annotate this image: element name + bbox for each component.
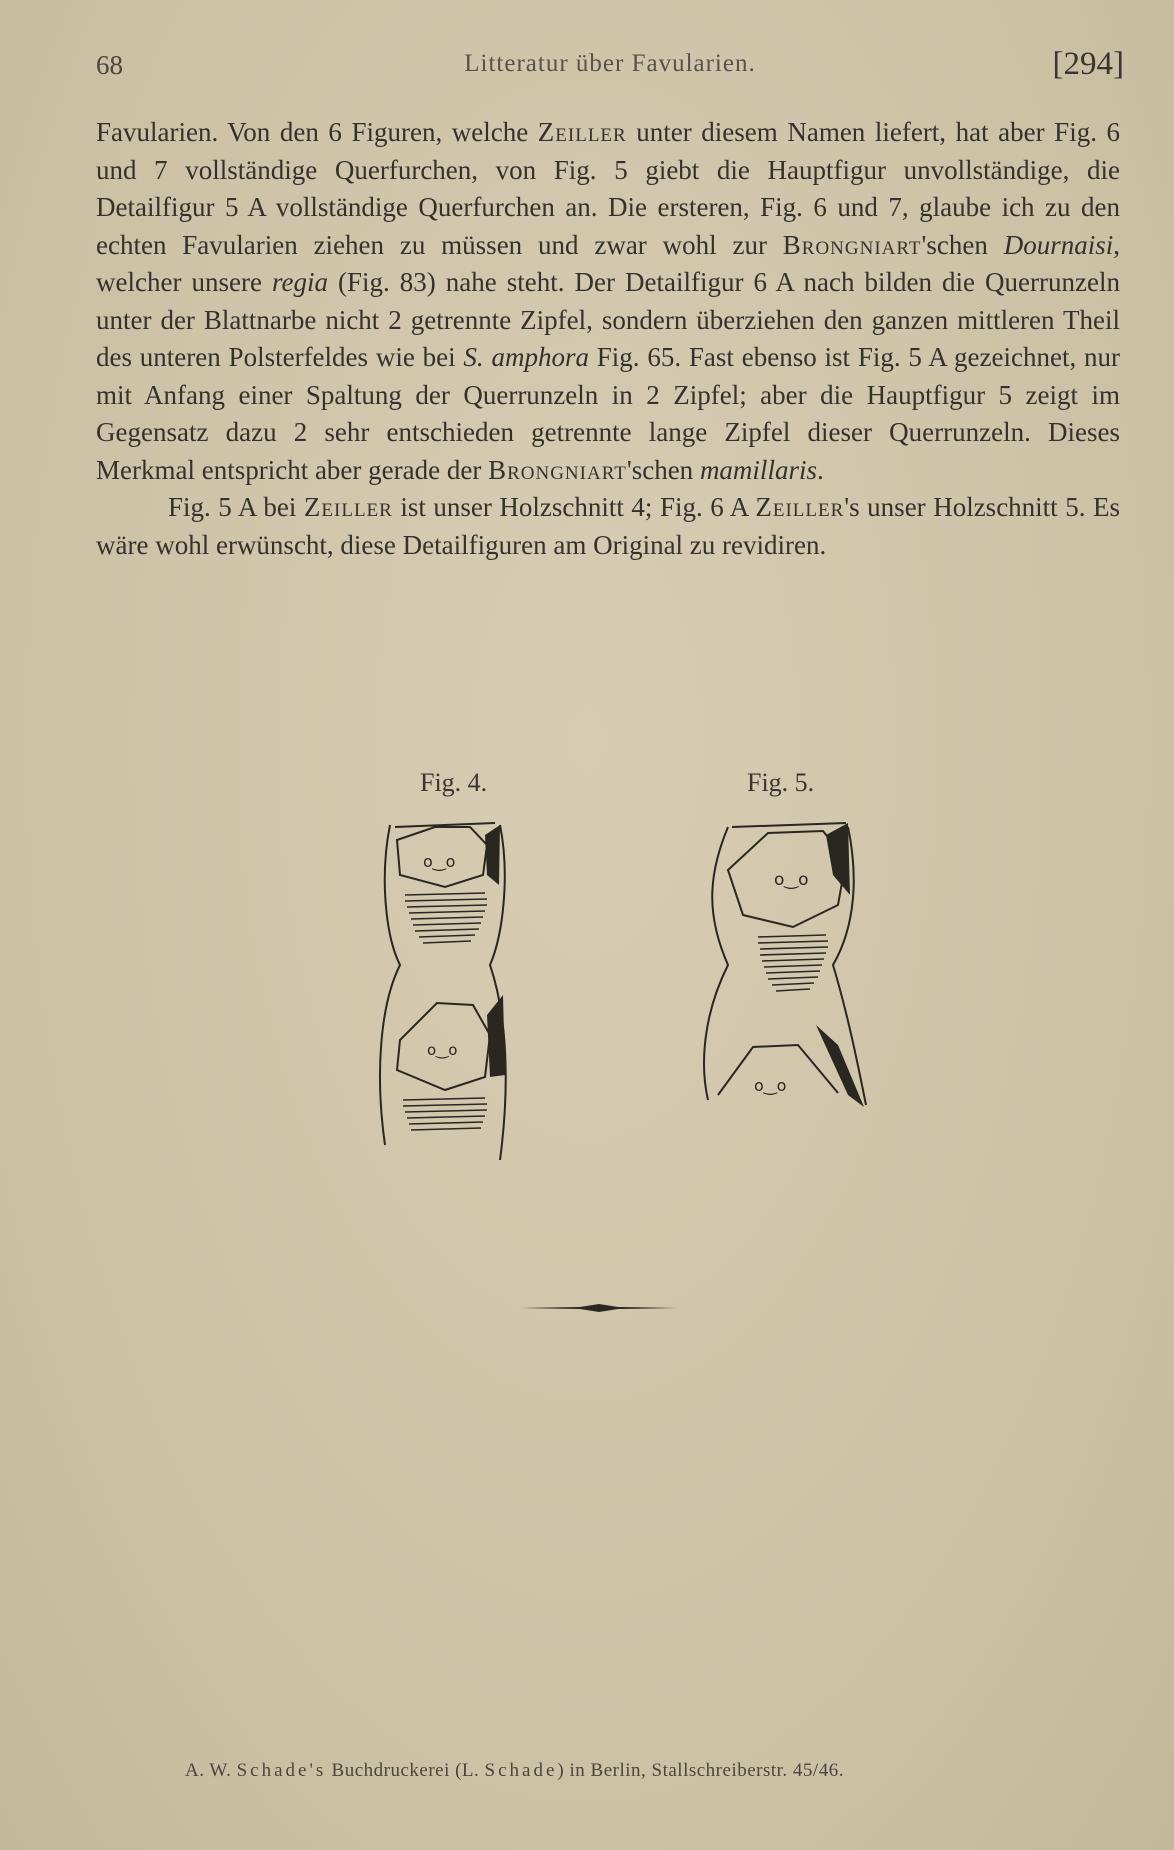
author-name: Zeiller (303, 492, 393, 522)
text-run: , welcher unsere (96, 229, 1120, 297)
scar-mark-upper: o‿o (423, 852, 456, 871)
scar-mark-lower: o‿o (754, 1076, 787, 1095)
end-ornament-rule (520, 1303, 678, 1313)
imprint-text: ) in Berlin, Stallschreiberstr. 45/46. (557, 1760, 844, 1781)
paragraph-2 (96, 489, 1120, 564)
page-number: 68 (96, 50, 123, 80)
body-text (96, 114, 1120, 564)
upper-ridge-hatching (405, 893, 487, 943)
imprint-text: A. W. (185, 1760, 237, 1781)
species-name: Dournaisi (1003, 229, 1114, 260)
imprint-printer-name: Schade (484, 1760, 558, 1781)
author-name: Zeiller (537, 117, 627, 147)
running-header (96, 44, 1124, 94)
text-run: 's unser Holzschnitt 5. Es wäre wohl erwünscht, diese Detailfiguren am Original zu revidiren. (96, 492, 1120, 560)
text-run: Fig. 5 A bei (168, 492, 304, 522)
author-name: Zeiller (755, 492, 845, 522)
text-run: 'schen (626, 454, 700, 485)
text-run: Favularien. Von den 6 Figuren, welche (96, 117, 538, 147)
species-name: S. amphora (463, 342, 589, 372)
paragraph-1 (96, 114, 1120, 489)
text-run: unter diesem Namen liefert, hat aber Fig. 6 und 7 vollständige Querfurchen, von Fig. 5 giebt die Hauptfigur unvollständige, die Detailfigur 5 A vollständige Querfurchen an. Die ersteren, Fig. 6 und 7, glaube ich zu den echten Favularien ziehen zu müssen und zwar wohl zur (96, 117, 1121, 260)
species-name: mamillaris (699, 454, 817, 485)
author-name: Brongniart (488, 454, 627, 485)
text-run: ist unser Holzschnitt 4; Fig. 6 A (392, 492, 756, 522)
text-run: 'schen (921, 229, 1004, 260)
ridge-hatching (758, 935, 828, 991)
bracket-page-number: [294] (1052, 46, 1124, 82)
lower-ridge-hatching (403, 1098, 487, 1130)
figure-5-label: Fig. 5. (747, 768, 815, 797)
text-run: Fig. 65. Fast ebenso ist Fig. 5 A gezeichnet, nur mit Anfang einer Spaltung der Querrunzeln in 2 Zipfel; aber die Hauptfigur 5 zeigt im Gegensatz dazu 2 sehr entschieden getrennte lange Zipfel dieser Querrunzeln. Dieses Merkmal entspricht aber gerade der (96, 342, 1120, 485)
text-run: (Fig. 83) nahe steht. Der Detailfigur 6 A nach bilden die Querrunzeln unter der Blattnarbe nicht 2 getrennte Zipfel, sondern überziehen den ganzen mittleren Theil des unteren Polsterfeldes wie bei (96, 267, 1120, 372)
figure-4-woodcut (375, 815, 515, 1165)
scar-mark-upper: o‿o (774, 870, 809, 890)
species-name: regia (271, 267, 328, 297)
imprint-printer-name: Schade's (236, 1760, 327, 1781)
printer-imprint (185, 1760, 844, 1782)
imprint-text: Buchdruckerei (L. (326, 1760, 485, 1781)
running-title: Litteratur über Favularien. (464, 50, 756, 77)
figure-4-label: Fig. 4. (420, 768, 488, 797)
figure-5-woodcut (698, 815, 878, 1115)
scar-mark-lower: o‿o (427, 1041, 458, 1059)
text-run: . (816, 454, 824, 485)
author-name: Brongniart (782, 229, 922, 260)
